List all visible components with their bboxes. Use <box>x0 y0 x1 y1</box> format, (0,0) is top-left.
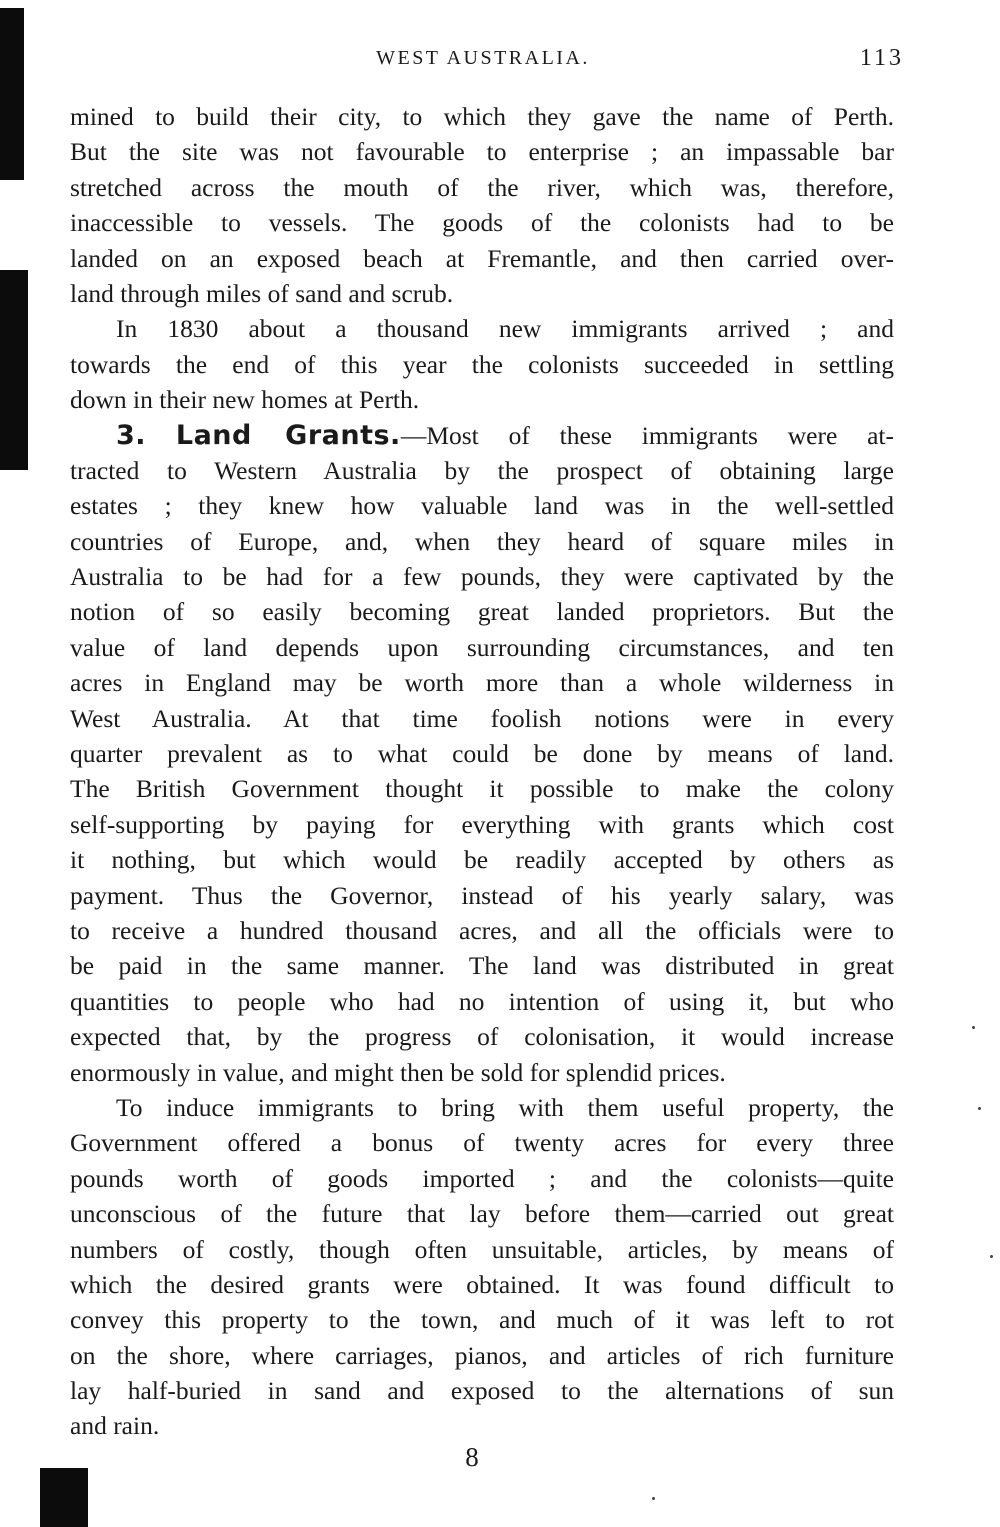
paragraph-2 <box>70 311 894 417</box>
section-heading-line <box>70 418 894 453</box>
text-line: to receive a hundred thousand acres, and all the officials were to <box>70 915 894 945</box>
text-line: quarter prevalent as to what could be done by means of land. <box>70 739 894 769</box>
text-line: landed on an exposed beach at Fremantle, and then carried over- <box>70 243 894 273</box>
text-line: lay half-buried in sand and exposed to the alternations of sun <box>70 1376 894 1406</box>
scan-speck <box>978 1107 981 1110</box>
text-line: quantities to people who had no intention of using it, but who <box>70 986 894 1016</box>
text-line: To induce immigrants to bring with them useful property, the <box>116 1092 894 1122</box>
scan-speck <box>990 1255 993 1258</box>
paragraph-1 <box>70 99 894 311</box>
scan-speck <box>972 1026 975 1029</box>
text-line: pounds worth of goods imported ; and the colonists—quite <box>70 1163 894 1193</box>
paragraph-4 <box>70 1090 894 1444</box>
body-text <box>70 99 894 1444</box>
text-line: land through miles of sand and scrub. <box>70 278 454 308</box>
text-line: In 1830 about a thousand new immigrants arrived ; and <box>116 314 894 344</box>
text-line: which the desired grants were obtained. It was found difficult to <box>70 1269 894 1299</box>
text-line: expected that, by the progress of colonisation, it would increase <box>70 1022 894 1052</box>
running-head <box>0 40 1000 76</box>
text-line: West Australia. At that time foolish notions were in every <box>70 703 894 733</box>
section-title: Land Grants. <box>175 419 401 451</box>
scan-edge-mark-top <box>0 8 24 180</box>
text-line: towards the end of this year the colonists succeeded in settling <box>70 349 894 379</box>
text-line: unconscious of the future that lay before them—carried out great <box>70 1199 894 1229</box>
section-number: 3. <box>116 419 147 451</box>
text-line: estates ; they knew how valuable land was in the well-settled <box>70 491 894 521</box>
text-line: stretched across the mouth of the river, which was, therefore, <box>70 172 894 202</box>
text-line: tracted to Western Australia by the prospect of obtaining large <box>70 455 894 485</box>
text-line: countries of Europe, and, when they heard of square miles in <box>70 526 894 556</box>
text-line: convey this property to the town, and much of it was left to rot <box>70 1305 894 1335</box>
text-line: it nothing, but which would be readily accepted by others as <box>70 845 894 875</box>
paragraph-3 <box>70 418 894 1090</box>
text-run: —Most of these immigrants were at- <box>400 420 895 450</box>
text-line: self-supporting by paying for everything with grants which cost <box>70 809 894 839</box>
text-line: numbers of costly, though often unsuitable, articles, by means of <box>70 1234 894 1264</box>
signature-mark: 8 <box>465 1442 479 1472</box>
text-line: payment. Thus the Governor, instead of his yearly salary, was <box>70 880 894 910</box>
text-line: Australia to be had for a few pounds, they were captivated by the <box>70 562 894 592</box>
text-line: inaccessible to vessels. The goods of the colonists had to be <box>70 208 894 238</box>
text-line: The British Government thought it possible to make the colony <box>70 774 894 804</box>
text-line: mined to build their city, to which they gave the name of Perth. <box>70 102 894 131</box>
text-line: Government offered a bonus of twenty acres for every three <box>70 1128 894 1158</box>
text-line: on the shore, where carriages, pianos, and articles of rich furniture <box>70 1340 894 1370</box>
text-line: be paid in the same manner. The land was distributed in great <box>70 951 894 981</box>
text-line: acres in England may be worth more than a whole wilderness in <box>70 668 894 698</box>
text-line: down in their new homes at Perth. <box>70 385 420 415</box>
scan-edge-mark-middle <box>0 270 28 470</box>
text-line: enormously in value, and might then be sold for splendid prices. <box>70 1057 726 1087</box>
text-line: notion of so easily becoming great landed proprietors. But the <box>70 597 894 627</box>
page-number: 113 <box>859 45 904 71</box>
text-line: and rain. <box>70 1411 160 1441</box>
text-line: But the site was not favourable to enterprise ; an impassable bar <box>70 137 894 167</box>
scan-speck <box>652 1497 655 1500</box>
running-title: WEST AUSTRALIA. <box>376 47 590 69</box>
text-line: value of land depends upon surrounding circumstances, and ten <box>70 632 894 662</box>
